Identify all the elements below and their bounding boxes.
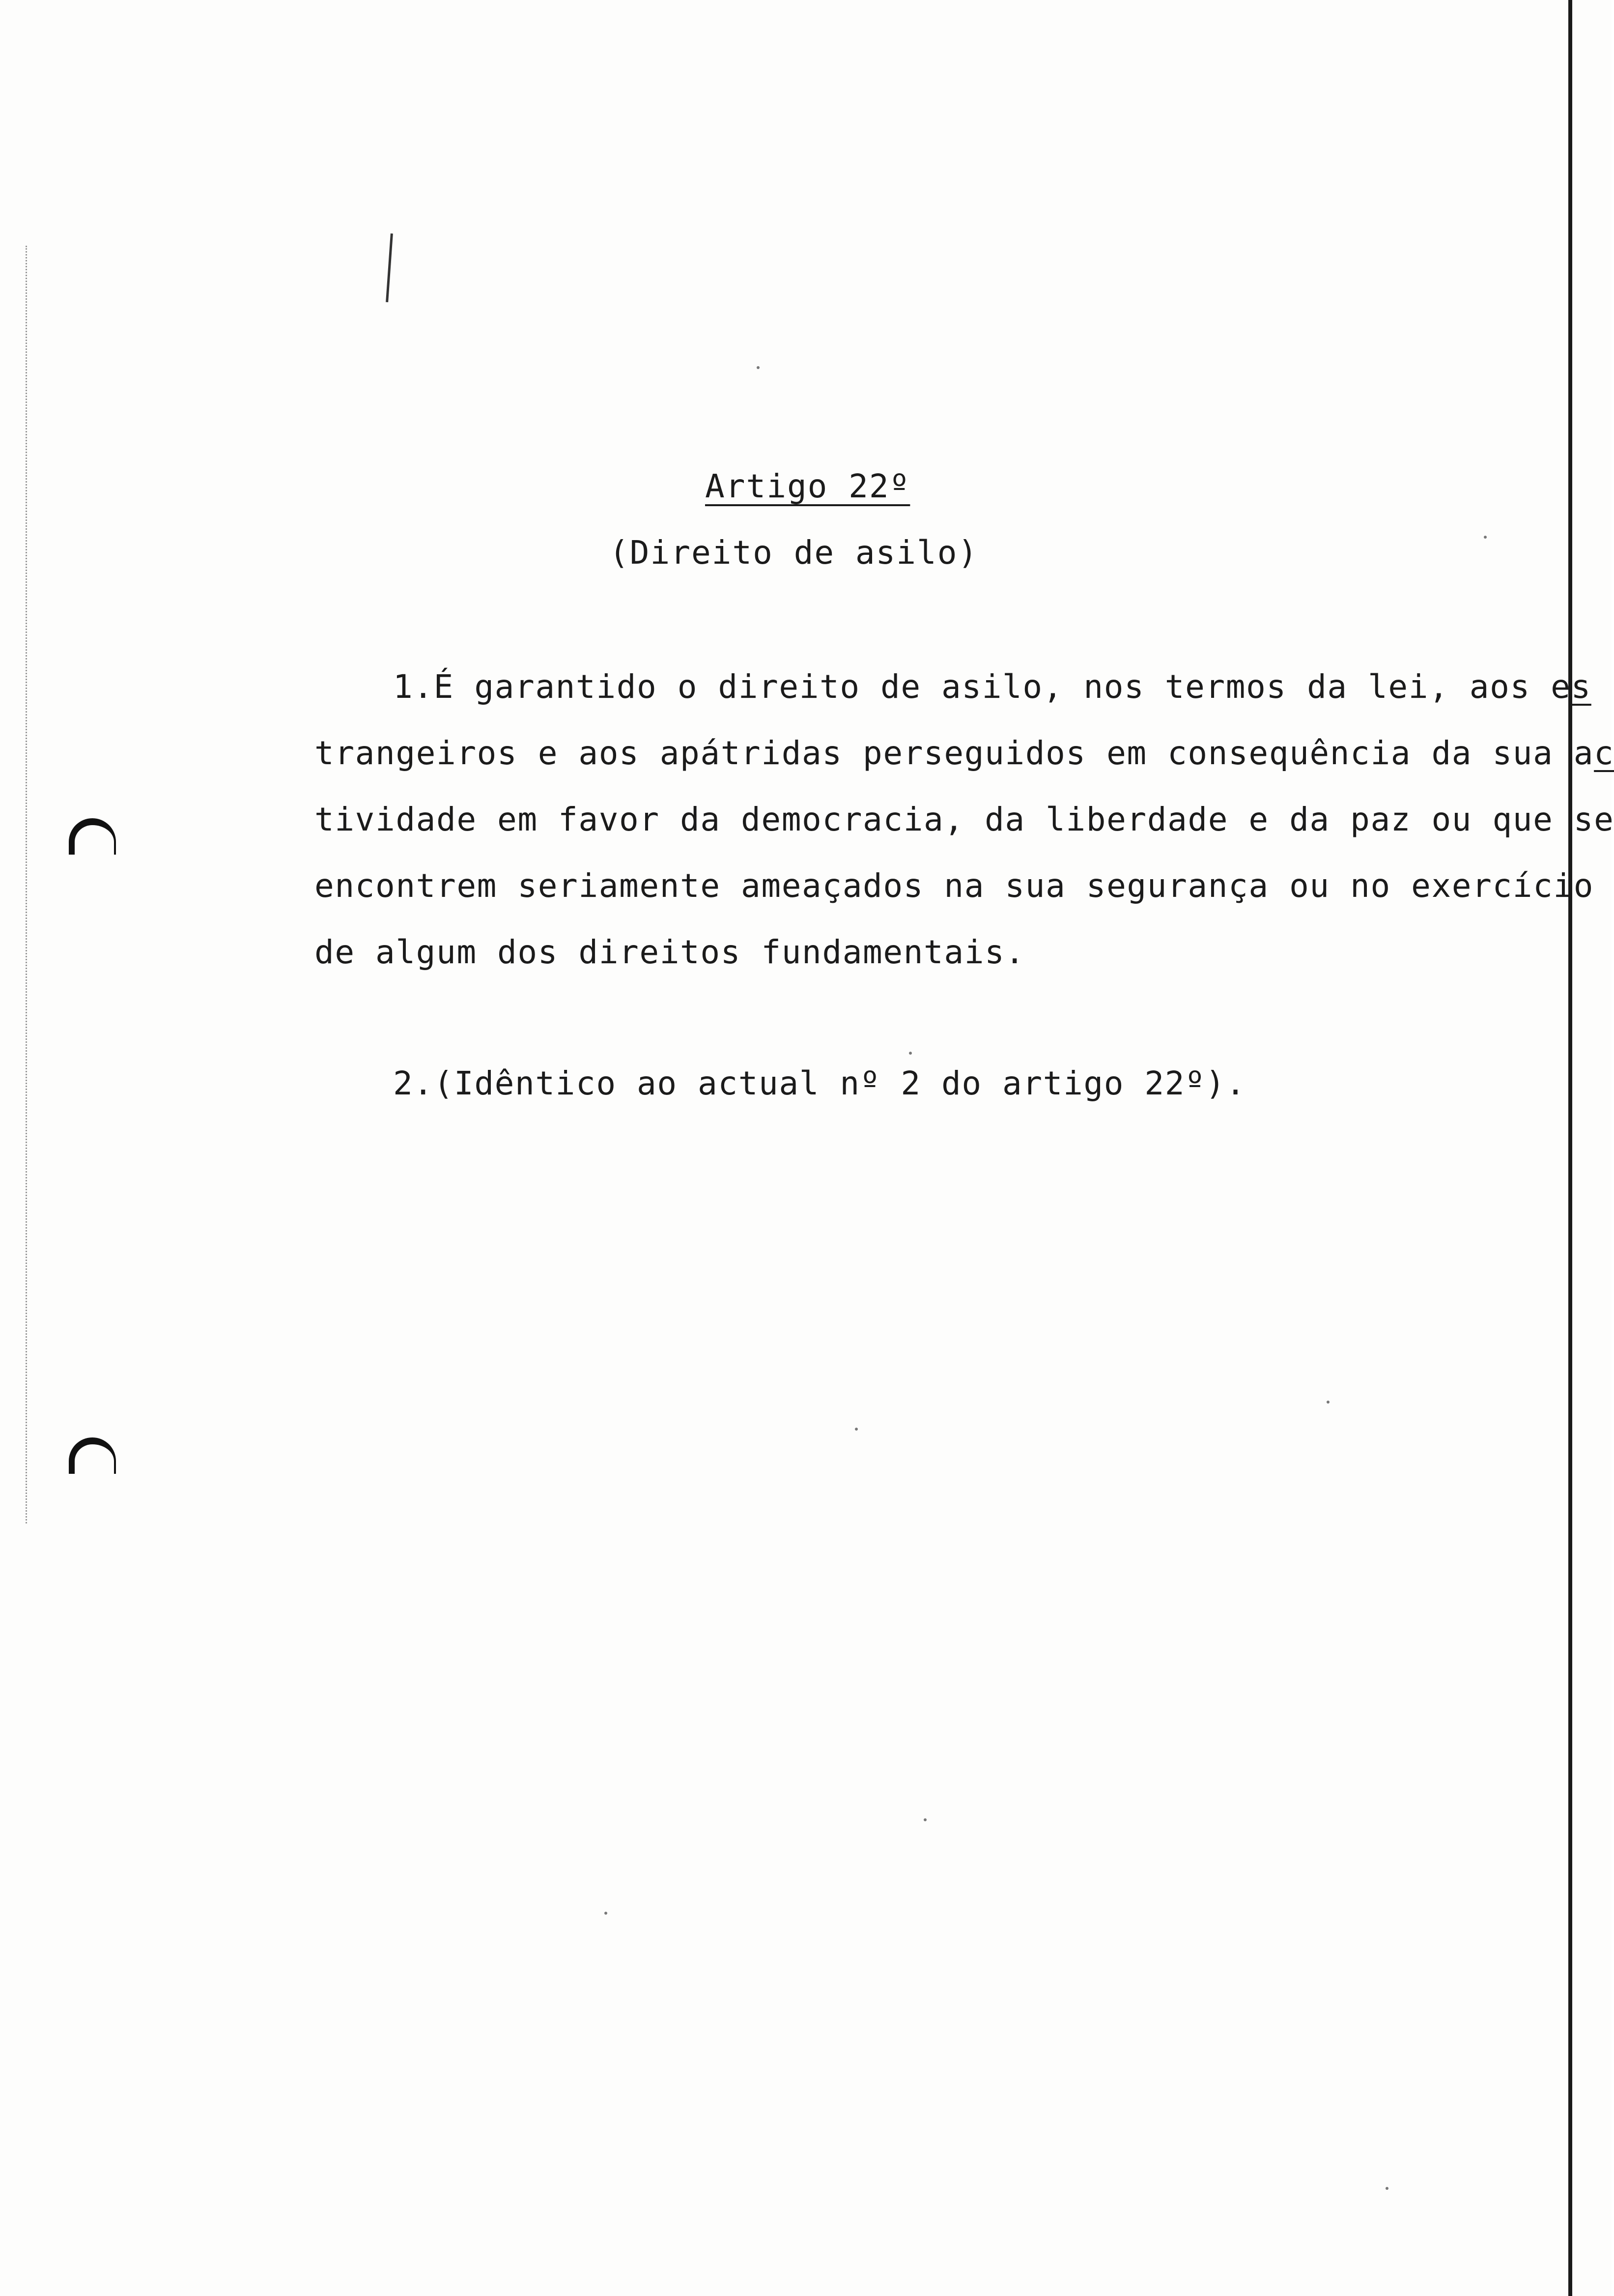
punch-hole-mark <box>69 818 116 855</box>
perforation-marks <box>26 246 27 1523</box>
speck <box>757 366 760 369</box>
paragraph-2: 2.(Idêntico ao actual nº 2 do artigo 22º). <box>393 1064 1246 1102</box>
underlined-hyphen-letter: s <box>1571 668 1591 706</box>
punch-hole-mark <box>69 1437 116 1474</box>
speck <box>1386 2187 1388 2190</box>
paragraph-1-line-3: tividade em favor da democracia, da liberdade e da paz ou que se <box>314 801 1614 838</box>
paragraph-1-line-4: encontrem seriamente ameaçados na sua segurança ou no exercício <box>314 867 1594 905</box>
speck <box>1327 1401 1330 1404</box>
speck <box>855 1428 858 1431</box>
paragraph-1-line-1 <box>393 667 1591 707</box>
underlined-hyphen-letter: c <box>1594 734 1614 772</box>
speck <box>1484 536 1487 539</box>
stray-pen-mark <box>386 233 393 302</box>
page-edge-shadow <box>1568 0 1572 2296</box>
line-text: trangeiros e aos apátridas perseguidos em consequência da sua a <box>314 734 1594 772</box>
paragraph-1-line-5: de algum dos direitos fundamentais. <box>314 933 1025 971</box>
speck <box>909 1052 912 1055</box>
speck <box>924 1818 927 1821</box>
article-heading: Artigo 22º <box>705 467 910 505</box>
speck <box>604 1912 607 1915</box>
article-subheading: (Direito de asilo) <box>609 534 979 572</box>
paragraph-1-line-2 <box>314 734 1614 773</box>
line-text: 1.É garantido o direito de asilo, nos termos da lei, aos e <box>393 668 1571 706</box>
